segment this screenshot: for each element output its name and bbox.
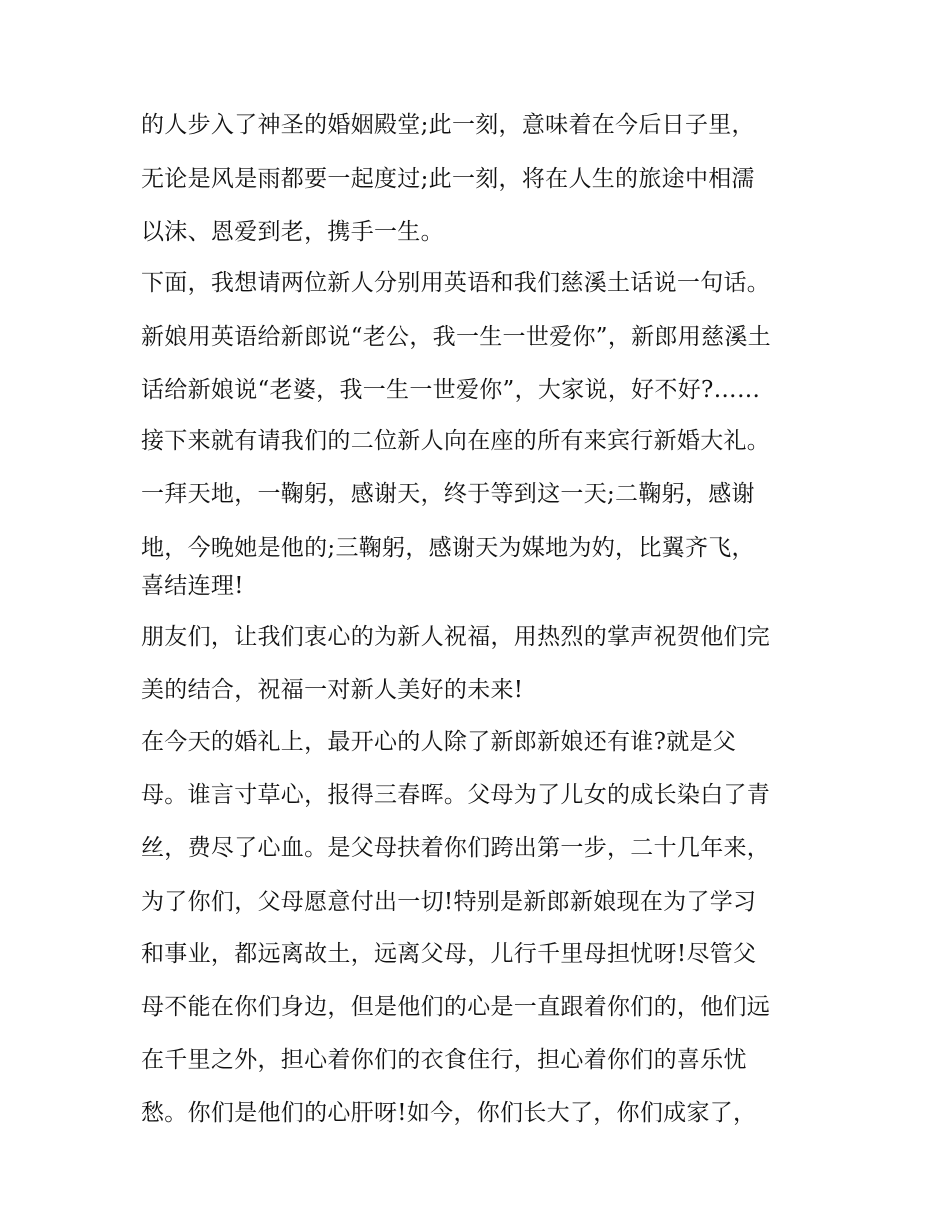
text-line: 下面，我想请两位新人分别用英语和我们慈溪土话说一句话。 bbox=[141, 270, 771, 296]
text-line: 和事业，都远离故土，远离父母，儿行千里母担忧呀!尽管父 bbox=[141, 941, 757, 967]
text-line: 母。谁言寸草心，报得三春晖。父母为了儿女的成长染白了青 bbox=[141, 782, 771, 808]
text-line: 接下来就有请我们的二位新人向在座的所有来宾行新婚大礼。 bbox=[141, 428, 771, 454]
text-line: 丝，费尽了心血。是父母扶着你们跨出第一步，二十几年来， bbox=[141, 835, 771, 861]
text-line: 的人步入了神圣的婚姻殿堂;此一刻，意味着在今后日子里， bbox=[141, 112, 755, 138]
text-line: 在千里之外，担心着你们的衣食住行，担心着你们的喜乐忧 bbox=[141, 1047, 747, 1073]
text-line: 母不能在你们身边，但是他们的心是一直跟着你们的，他们远 bbox=[141, 994, 771, 1020]
text-line: 无论是风是雨都要一起度过;此一刻，将在人生的旅途中相濡 bbox=[141, 166, 755, 192]
text-line: 喜结连理! bbox=[141, 573, 244, 599]
text-line: 愁。你们是他们的心肝呀!如今，你们长大了，你们成家了， bbox=[141, 1100, 757, 1126]
text-line: 美的结合，祝福一对新人美好的未来! bbox=[141, 677, 524, 703]
text-line: 为了你们，父母愿意付出一切!特别是新郎新娘现在为了学习 bbox=[141, 889, 757, 915]
text-line: 以沫、恩爱到老，携手一生。 bbox=[141, 219, 444, 245]
text-line: 朋友们，让我们衷心的为新人祝福，用热烈的掌声祝贺他们完 bbox=[141, 624, 771, 650]
text-line: 话给新娘说“老婆，我一生一世爱你”，大家说，好不好?…… bbox=[141, 377, 761, 403]
text-line: 在今天的婚礼上，最开心的人除了新郎新娘还有谁?就是父 bbox=[141, 729, 737, 755]
text-line: 新娘用英语给新郎说“老公，我一生一世爱你”，新郎用慈溪土 bbox=[141, 324, 771, 350]
text-line: 地，今晚她是他的;三鞠躬，感谢天为媒地为妁，比翼齐飞， bbox=[141, 535, 755, 561]
text-line: 一拜天地，一鞠躬，感谢天，终于等到这一天;二鞠躬，感谢 bbox=[141, 481, 755, 507]
